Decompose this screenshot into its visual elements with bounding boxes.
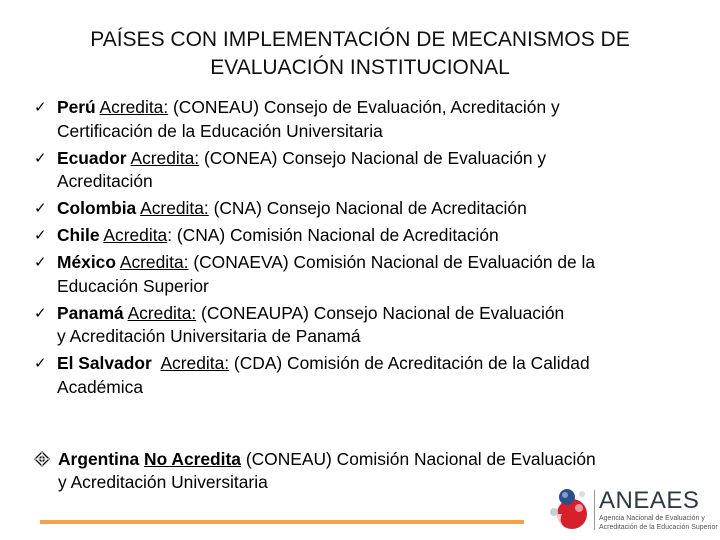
checkmark-icon: ✓ xyxy=(34,149,47,167)
country-name: Ecuador xyxy=(57,147,127,168)
country-name: Colombia xyxy=(57,198,137,218)
agency-description: (CONAEVA) Comisión Nacional de Evaluación de la xyxy=(188,252,596,272)
title-line-1: PAÍSES CON IMPLEMENTACIÓN DE MECANISMOS DE xyxy=(90,28,630,51)
country-name: Panamá xyxy=(57,302,124,323)
agency-description: (CONEA) Consejo Nacional de Evaluación y xyxy=(199,147,547,168)
country-name: México xyxy=(57,252,116,272)
agency-description-cont: Acreditación xyxy=(57,171,153,191)
accreditation-status: Acredita: xyxy=(160,353,230,373)
list-item xyxy=(34,352,694,399)
logo-subtitle-line-2: Acreditación de la Educación Superior xyxy=(599,523,718,531)
accreditation-status: No Acredita xyxy=(144,449,241,469)
footer-accent-bar xyxy=(40,520,524,524)
agency-description: : (CNA) Comisión Nacional de Acreditación xyxy=(167,225,499,245)
agency-description: (CONEAU) Consejo de Evaluación, Acreditación y xyxy=(168,97,560,117)
logo-subtitle-line-1: Agencia Nacional de Evaluación y xyxy=(599,515,705,522)
accrediting-countries-list xyxy=(34,96,694,403)
agency-description-cont: y Acreditación Universitaria de Panamá xyxy=(57,326,361,346)
agency-description-cont: y Acreditación Universitaria xyxy=(58,471,268,492)
agency-description: (CONEAUPA) Consejo Nacional de Evaluación xyxy=(196,302,565,323)
agency-description-cont: Certificación de la Educación Universitaria xyxy=(57,120,383,141)
agency-description: (CONEAU) Comisión Nacional de Evaluación xyxy=(240,449,596,469)
agency-description-cont: Académica xyxy=(57,376,144,397)
agency-description: (CDA) Comisión de Acreditación de la Calidad xyxy=(229,353,590,373)
checkmark-icon: ✓ xyxy=(34,304,47,322)
logo-wordmark: ANEAES xyxy=(599,487,700,514)
country-name: Chile xyxy=(57,225,100,245)
checkmark-icon: ✓ xyxy=(34,254,47,271)
aneaes-logo xyxy=(548,484,720,540)
list-item xyxy=(34,197,694,221)
diamond-bullet-icon xyxy=(34,451,50,467)
list-item xyxy=(34,96,694,143)
page-title xyxy=(0,26,720,82)
title-line-2: EVALUACIÓN INSTITUCIONAL xyxy=(210,56,510,79)
checkmark-icon: ✓ xyxy=(34,355,47,372)
list-item xyxy=(34,302,694,349)
country-name: Perú xyxy=(57,97,96,117)
logo-subtitle xyxy=(599,515,719,532)
agency-description: (CNA) Consejo Nacional de Acreditación xyxy=(208,198,527,218)
accreditation-status: Acredita: xyxy=(99,97,169,117)
checkmark-icon: ✓ xyxy=(34,227,47,244)
accreditation-status: Acredita xyxy=(103,225,168,245)
accreditation-status: Acredita: xyxy=(119,252,189,272)
accreditation-status: Acredita: xyxy=(140,198,209,218)
checkmark-icon: ✓ xyxy=(34,200,47,217)
country-name: El Salvador xyxy=(57,353,152,373)
list-item xyxy=(34,224,694,248)
checkmark-icon: ✓ xyxy=(34,99,47,116)
accreditation-status: Acredita: xyxy=(127,302,197,323)
list-item xyxy=(34,147,694,194)
logo-sphere-icon xyxy=(548,484,592,532)
list-item xyxy=(34,251,694,298)
logo-separator xyxy=(594,490,595,530)
country-name: Argentina xyxy=(58,449,140,469)
agency-description-cont: Educación Superior xyxy=(57,275,209,296)
accreditation-status: Acredita: xyxy=(130,147,200,168)
